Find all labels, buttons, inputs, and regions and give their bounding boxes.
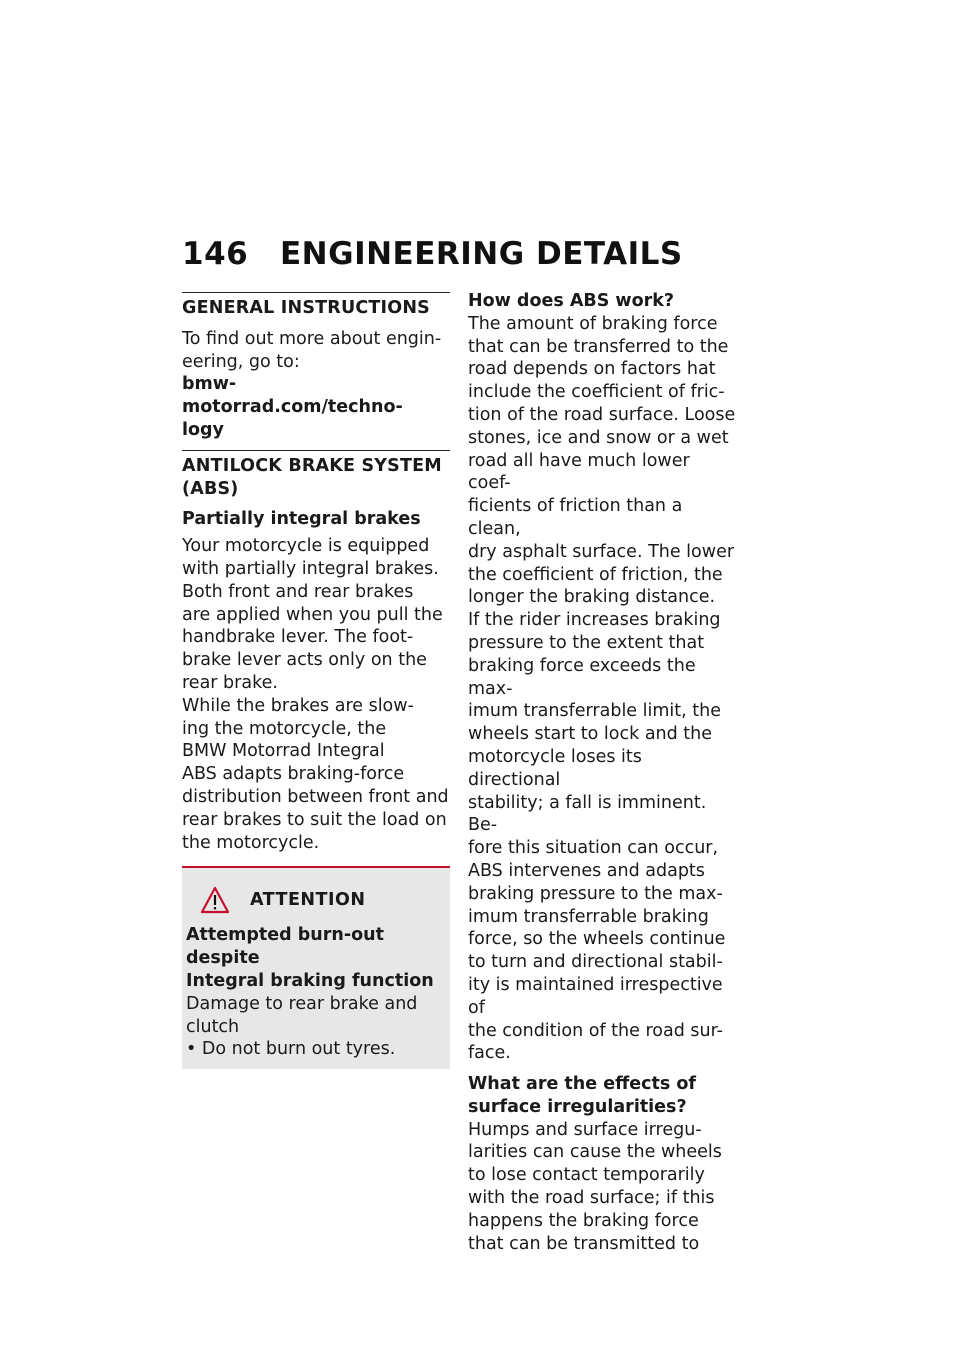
integral-abs-paragraph bbox=[182, 695, 450, 855]
text-line: to lose contact temporarily bbox=[468, 1165, 705, 1186]
abs-title-line: (ABS) bbox=[182, 478, 239, 499]
text-line: longer the braking distance. bbox=[468, 587, 716, 608]
text-line: braking pressure to the max- bbox=[468, 883, 723, 904]
text-line: with partially integral brakes. bbox=[182, 558, 439, 579]
text-line: happens the braking force bbox=[468, 1210, 699, 1231]
text-line: imum transferrable braking bbox=[468, 906, 709, 927]
text-line: that can be transmitted to bbox=[468, 1233, 700, 1254]
text-line: Your motorcycle is equipped bbox=[182, 536, 430, 557]
text-line: that can be transferred to the bbox=[468, 336, 729, 357]
general-instructions-text bbox=[182, 328, 450, 442]
text-line: pressure to the extent that bbox=[468, 632, 705, 653]
text-line: ABS intervenes and adapts bbox=[468, 860, 705, 881]
attention-text: clutch bbox=[186, 1016, 240, 1037]
website-link[interactable]: bmw-motorrad.com/techno- bbox=[182, 374, 403, 418]
section-rule bbox=[182, 450, 450, 451]
attention-header bbox=[186, 886, 444, 914]
text-line: road depends on factors hat bbox=[468, 359, 716, 380]
general-instructions-title: GENERAL INSTRUCTIONS bbox=[182, 298, 430, 318]
text-line: ing the motorcycle, the bbox=[182, 718, 387, 739]
abs-section-title bbox=[182, 455, 450, 501]
text-line: fore this situation can occur, bbox=[468, 838, 719, 859]
text-line: dry asphalt surface. The lower bbox=[468, 541, 735, 562]
section-rule bbox=[182, 292, 450, 293]
partially-integral-heading: Partially integral brakes bbox=[182, 509, 421, 530]
text-line: the condition of the road sur- bbox=[468, 1020, 723, 1041]
text-line: While the brakes are slow- bbox=[182, 695, 414, 716]
warning-triangle-icon bbox=[200, 886, 230, 914]
text-line: with the road surface; if this bbox=[468, 1188, 715, 1209]
website-link-cont[interactable]: logy bbox=[182, 419, 224, 440]
text-line: brake lever acts only on the bbox=[182, 650, 427, 671]
surface-irregularities-heading bbox=[468, 1073, 736, 1119]
text-line: larities can cause the wheels bbox=[468, 1142, 722, 1163]
partially-integral-paragraph bbox=[182, 535, 450, 695]
text-line: imum transferrable limit, the bbox=[468, 701, 721, 722]
text-line: wheels start to lock and the bbox=[468, 724, 713, 745]
heading-line: surface irregularities? bbox=[468, 1096, 687, 1117]
text-line: The amount of braking force bbox=[468, 313, 718, 334]
text-line: distribution between front and bbox=[182, 786, 449, 807]
text-line: Humps and surface irregu- bbox=[468, 1119, 702, 1140]
heading-line: What are the effects of bbox=[468, 1074, 697, 1095]
right-column bbox=[468, 290, 736, 1255]
text-line: force, so the wheels continue bbox=[468, 929, 726, 950]
page-number: 146 bbox=[182, 236, 249, 272]
attention-box bbox=[182, 866, 450, 1069]
text-line: include the coefficient of fric- bbox=[468, 382, 725, 403]
text-line: the coefficient of friction, the bbox=[468, 564, 723, 585]
text-line: motorcycle loses its directional bbox=[468, 746, 642, 790]
text-line: If the rider increases braking bbox=[468, 610, 721, 631]
text-line: tion of the road surface. Loose bbox=[468, 404, 736, 425]
abs-how-paragraph-1 bbox=[468, 313, 736, 609]
surface-irregularities-paragraph bbox=[468, 1119, 736, 1256]
text-line: stones, ice and snow or a wet bbox=[468, 427, 729, 448]
attention-subheading: Integral braking function bbox=[186, 970, 434, 991]
text-line: rear brake. bbox=[182, 672, 278, 693]
text-line: to turn and directional stabil- bbox=[468, 952, 723, 973]
left-column bbox=[182, 292, 450, 1069]
attention-subheading: Attempted burn-out despite bbox=[186, 925, 384, 969]
abs-how-paragraph-2 bbox=[468, 609, 736, 1065]
abs-title-line: ANTILOCK BRAKE SYSTEM bbox=[182, 455, 442, 476]
text-line: braking force exceeds the max- bbox=[468, 655, 696, 699]
text-line: ficients of friction than a clean, bbox=[468, 496, 683, 539]
chapter-title: ENGINEERING DETAILS bbox=[280, 236, 683, 272]
abs-how-heading: How does ABS work? bbox=[468, 291, 675, 311]
text-line: ABS adapts braking-force bbox=[182, 764, 405, 785]
text-line: stability; a fall is imminent. Be- bbox=[468, 792, 707, 836]
text-line: the motorcycle. bbox=[182, 832, 320, 853]
page-header bbox=[182, 236, 742, 272]
attention-bullet: • Do not burn out tyres. bbox=[186, 1039, 396, 1060]
attention-text: Damage to rear brake and bbox=[186, 993, 418, 1014]
text-line: face. bbox=[468, 1043, 511, 1064]
text-line: rear brakes to suit the load on bbox=[182, 809, 447, 830]
attention-title: ATTENTION bbox=[250, 889, 366, 910]
text-line: ity is maintained irrespective of bbox=[468, 974, 723, 1018]
text-line: eering, go to: bbox=[182, 351, 300, 372]
text-line: To find out more about engin- bbox=[182, 328, 442, 349]
text-line: are applied when you pull the bbox=[182, 604, 443, 625]
text-line: handbrake lever. The foot- bbox=[182, 627, 414, 648]
text-line: Both front and rear brakes bbox=[182, 581, 414, 602]
text-line: BMW Motorrad Integral bbox=[182, 741, 385, 762]
text-line: road all have much lower coef- bbox=[468, 450, 690, 494]
